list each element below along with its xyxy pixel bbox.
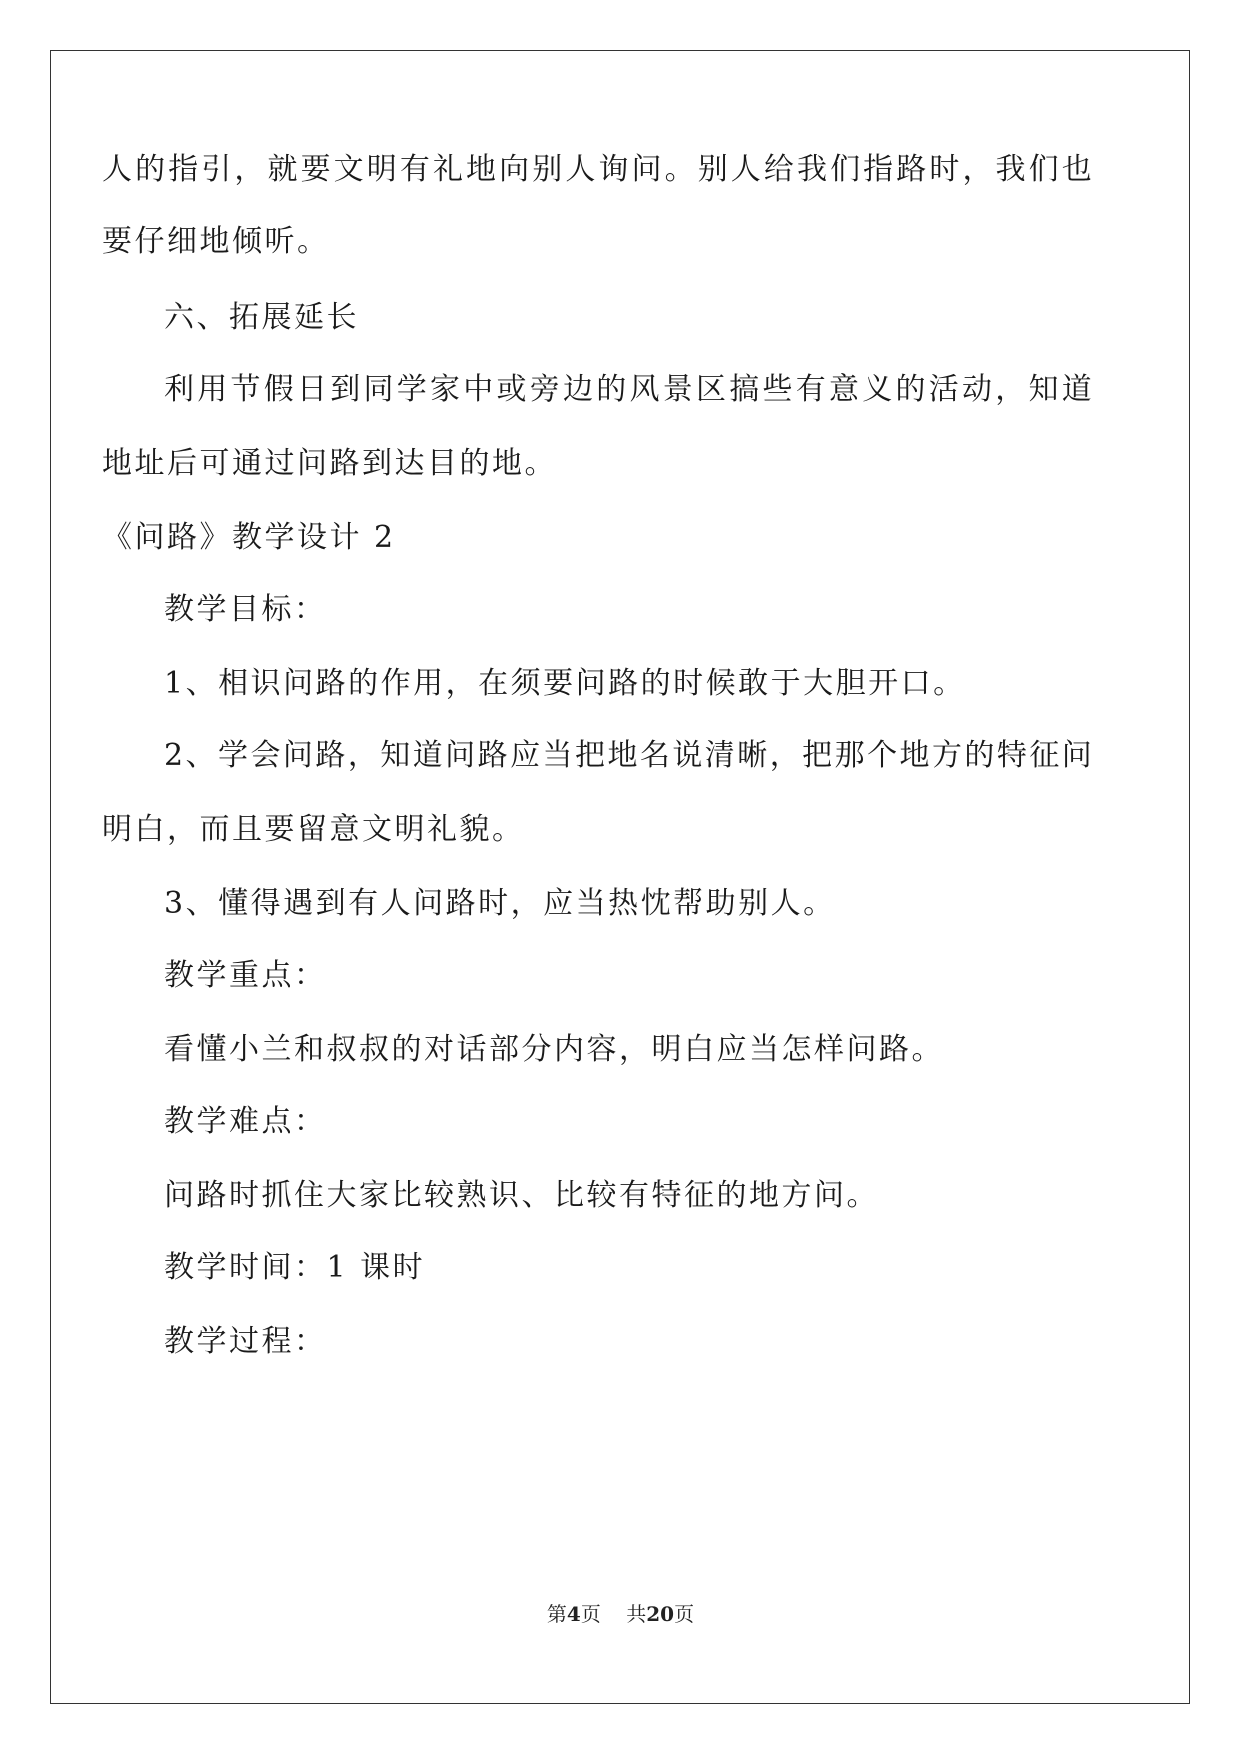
char: 、 <box>185 738 216 773</box>
char: 指 <box>168 152 199 187</box>
char: 问 <box>445 738 476 773</box>
char: 问 <box>1061 738 1092 773</box>
char: 询 <box>598 152 629 187</box>
char: 风 <box>629 372 660 407</box>
char: 地 <box>899 738 930 773</box>
char: 问 <box>631 152 662 187</box>
char: ， <box>995 372 1026 407</box>
char: 道 <box>1061 372 1092 407</box>
section-heading-extension: 六、拓展延长 <box>164 300 359 335</box>
char: 路 <box>315 738 346 773</box>
char: ， <box>769 738 800 773</box>
char: 清 <box>704 738 735 773</box>
footer-page-prefix: 第 <box>546 1602 567 1626</box>
char: 引 <box>201 152 232 187</box>
paragraph-line-1 <box>102 150 1092 190</box>
char: 意 <box>829 372 859 407</box>
char: 就 <box>267 152 298 187</box>
char: 节 <box>230 372 261 407</box>
char: 的 <box>964 738 995 773</box>
footer-page-suffix: 页 <box>674 1602 695 1626</box>
char: 假 <box>263 372 294 407</box>
char: 问 <box>282 738 313 773</box>
char: 别 <box>532 152 563 187</box>
char: 给 <box>763 152 794 187</box>
char: 有 <box>795 372 826 407</box>
char: 路 <box>477 738 508 773</box>
char: ， <box>962 152 993 187</box>
char: 说 <box>672 738 703 773</box>
char: 用 <box>197 372 228 407</box>
char: 2 <box>164 738 184 773</box>
char: 家 <box>430 372 460 407</box>
char: 会 <box>250 738 281 773</box>
char: 的 <box>895 372 926 407</box>
char: 或 <box>496 372 527 407</box>
difficulty-heading: 教学难点： <box>164 1104 327 1139</box>
goals-heading: 教学目标： <box>164 592 327 627</box>
footer-current-page: 4 <box>566 1602 581 1626</box>
char: 把 <box>802 738 833 773</box>
char: 特 <box>996 738 1027 773</box>
char: 那 <box>834 738 865 773</box>
char: 晰 <box>737 738 768 773</box>
char: 要 <box>300 152 331 187</box>
char: 区 <box>696 372 726 407</box>
paragraph-line-5: 地址后可通过问路到达目的地。 <box>102 446 557 481</box>
char: ， <box>347 738 378 773</box>
char: 利 <box>164 372 194 407</box>
char: 们 <box>830 152 861 187</box>
char: 方 <box>931 738 962 773</box>
char: 学 <box>396 372 427 407</box>
char: 中 <box>463 372 494 407</box>
char: 应 <box>510 738 541 773</box>
page-footer <box>0 1600 1241 1628</box>
char: 到 <box>330 372 361 407</box>
focus-text: 看懂小兰和叔叔的对话部分内容，明白应当怎样问路。 <box>164 1032 944 1067</box>
difficulty-text: 问路时抓住大家比较熟识、比较有特征的地方问。 <box>164 1178 879 1213</box>
char: 征 <box>1029 738 1060 773</box>
char: 礼 <box>432 152 463 187</box>
char: 日 <box>297 372 327 407</box>
char: 时 <box>929 152 960 187</box>
footer-page-mid: 页 共 <box>580 1602 647 1626</box>
char: 的 <box>596 372 627 407</box>
char: 名 <box>639 738 670 773</box>
paragraph-line-4 <box>164 370 1092 410</box>
char: 有 <box>399 152 430 187</box>
char: 义 <box>862 372 893 407</box>
process-heading: 教学过程： <box>164 1324 327 1359</box>
char: 指 <box>863 152 894 187</box>
char: 道 <box>412 738 443 773</box>
char: 向 <box>499 152 530 187</box>
focus-heading: 教学重点： <box>164 958 327 993</box>
char: 把 <box>574 738 605 773</box>
char: 我 <box>796 152 827 187</box>
char: 人 <box>565 152 596 187</box>
char: 活 <box>928 372 959 407</box>
char: 个 <box>867 738 898 773</box>
char: 别 <box>697 152 728 187</box>
char: 明 <box>366 152 397 187</box>
char: 地 <box>607 738 638 773</box>
char: 人 <box>102 152 132 187</box>
char: 学 <box>218 738 248 773</box>
char: 们 <box>1028 152 1059 187</box>
char: 旁 <box>529 372 560 407</box>
char: 的 <box>135 152 166 187</box>
char: 我 <box>995 152 1026 187</box>
char: ， <box>234 152 265 187</box>
section-title-design-2: 《问路》教学设计 2 <box>102 520 396 555</box>
goal-2-line-2: 明白，而且要留意文明礼貌。 <box>102 812 525 847</box>
char: 当 <box>542 738 573 773</box>
goal-2-line-1 <box>164 736 1092 776</box>
footer-total-pages: 20 <box>646 1602 675 1626</box>
teaching-time: 教学时间：1 课时 <box>164 1250 426 1285</box>
char: 同 <box>363 372 394 407</box>
char: 人 <box>730 152 761 187</box>
char: 知 <box>380 738 411 773</box>
char: 路 <box>896 152 927 187</box>
char: 。 <box>664 152 695 187</box>
char: 也 <box>1061 152 1092 187</box>
char: 知 <box>1028 372 1059 407</box>
char: 搞 <box>729 372 760 407</box>
char: 文 <box>333 152 364 187</box>
char: 边 <box>563 372 593 407</box>
char: 地 <box>466 152 497 187</box>
goal-1: 1、相识问路的作用，在须要问路的时候敢于大胆开口。 <box>164 666 966 701</box>
char: 景 <box>662 372 693 407</box>
goal-3: 3、懂得遇到有人问路时，应当热忱帮助别人。 <box>164 886 836 921</box>
char: 动 <box>962 372 992 407</box>
paragraph-line-2: 要仔细地倾听。 <box>102 224 330 259</box>
char: 些 <box>762 372 793 407</box>
